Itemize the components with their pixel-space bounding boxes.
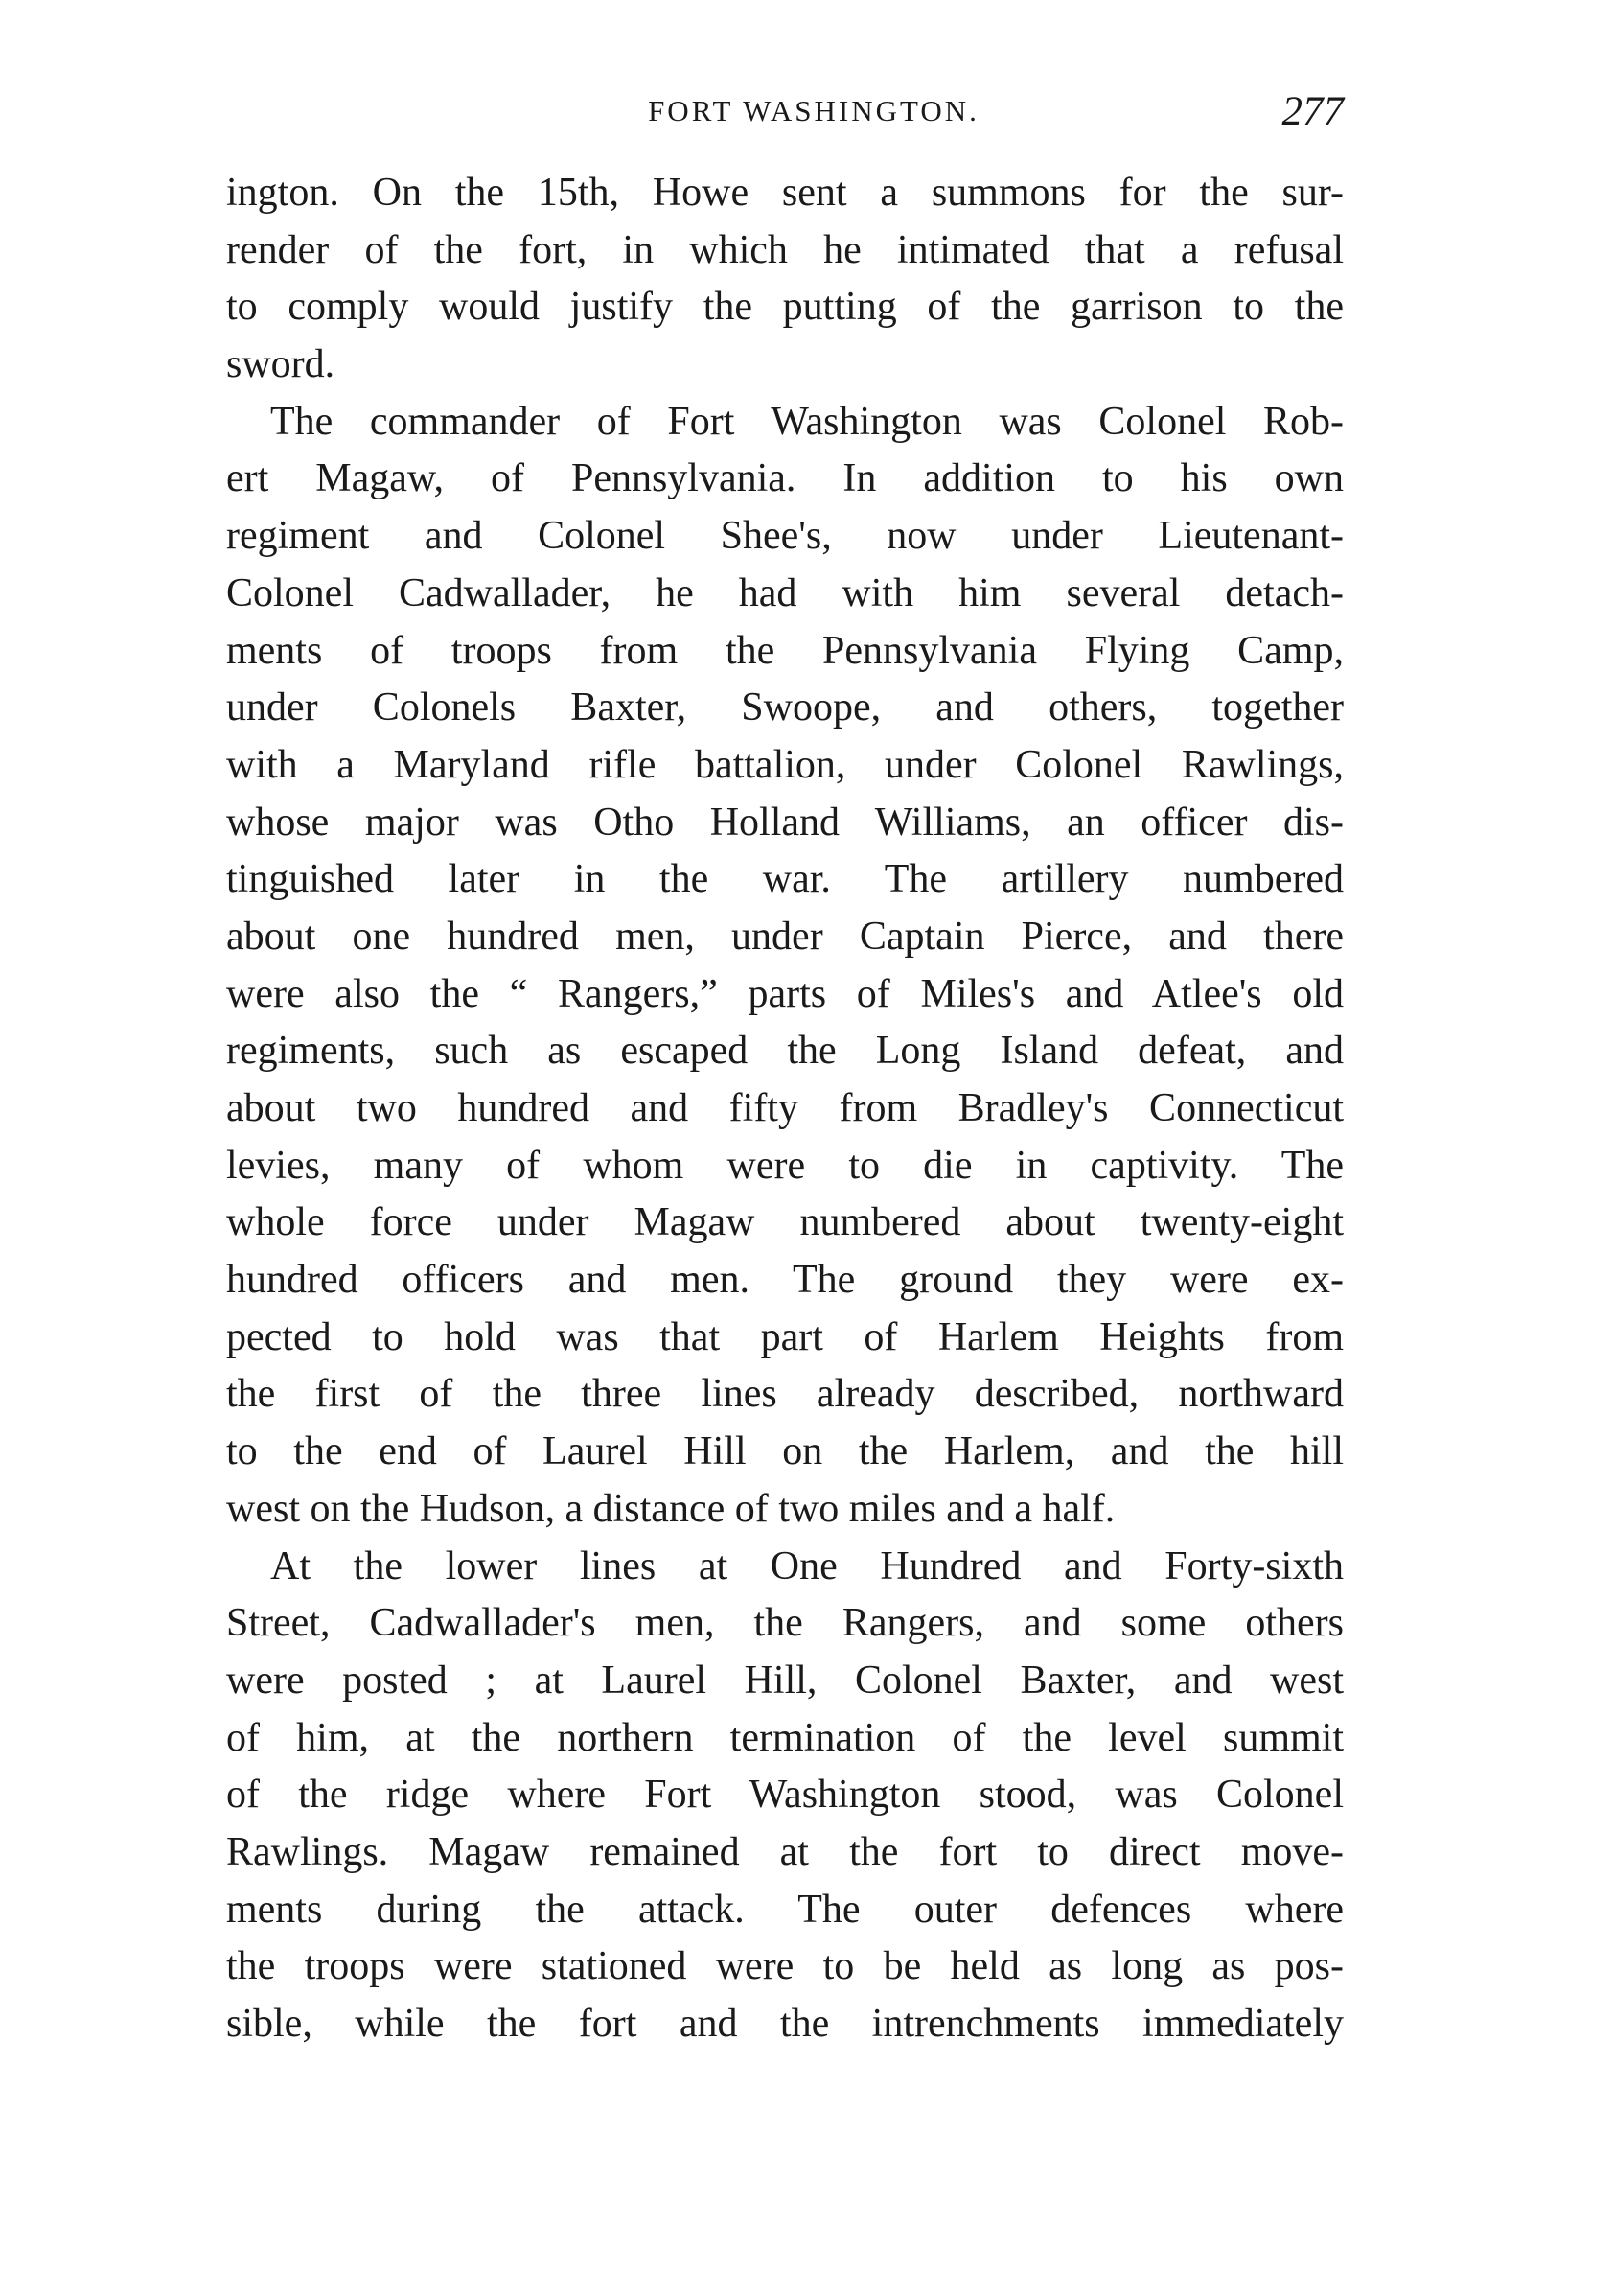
text-line: render of the fort, in which he intimated that a refusal	[226, 227, 1344, 272]
text-line: about two hundred and fifty from Bradley's Connecticut	[226, 1086, 1344, 1130]
text-line: ments during the attack. The outer defences where	[226, 1887, 1344, 1932]
text-line: ments of troops from the Pennsylvania Flying Camp,	[226, 628, 1344, 673]
text-line: pected to hold was that part of Harlem Heights from	[226, 1314, 1344, 1359]
text-line: were posted ; at Laurel Hill, Colonel Baxter, and west	[226, 1658, 1344, 1703]
paragraph-2	[226, 394, 1344, 1539]
text-line: The commander of Fort Washington was Colonel Rob-	[270, 399, 1344, 444]
text-line: regiments, such as escaped the Long Island defeat, and	[226, 1029, 1344, 1074]
text-line: sword.	[226, 342, 335, 387]
text-line: about one hundred men, under Captain Pierce, and there	[226, 914, 1344, 959]
text-line: tinguished later in the war. The artillery numbered	[226, 857, 1344, 902]
text-line: west on the Hudson, a distance of two miles and a half.	[226, 1486, 1116, 1531]
text-line: At the lower lines at One Hundred and Forty-sixth	[270, 1543, 1344, 1589]
text-line: Street, Cadwallader's men, the Rangers, and some others	[226, 1601, 1344, 1646]
text-line: sible, while the fort and the intrenchments immediately	[226, 2002, 1344, 2046]
body-text	[226, 165, 1344, 2053]
text-line: to comply would justify the putting of the garrison to the	[226, 285, 1344, 330]
text-line: whose major was Otho Holland Williams, an officer dis-	[226, 800, 1344, 845]
text-line: under Colonels Baxter, Swoope, and others, together	[226, 685, 1344, 731]
text-line: to the end of Laurel Hill on the Harlem, and the hill	[226, 1429, 1344, 1474]
running-head	[226, 88, 1344, 146]
text-line: with a Maryland rifle battalion, under Colonel Rawlings,	[226, 742, 1344, 787]
text-line: were also the “ Rangers,” parts of Miles's and Atlee's old	[226, 971, 1344, 1016]
text-line: hundred officers and men. The ground they were ex-	[226, 1258, 1344, 1303]
text-line: of the ridge where Fort Washington stood, was Colonel	[226, 1773, 1344, 1818]
text-line: ington. On the 15th, Howe sent a summons for the sur-	[226, 171, 1344, 215]
text-line: levies, many of whom were to die in captivity. The	[226, 1143, 1344, 1188]
text-line: regiment and Colonel Shee's, now under Lieutenant-	[226, 514, 1344, 559]
text-line: Rawlings. Magaw remained at the fort to direct move-	[226, 1829, 1344, 1874]
text-line: ert Magaw, of Pennsylvania. In addition to his own	[226, 456, 1344, 501]
text-line: whole force under Magaw numbered about twenty-eight	[226, 1200, 1344, 1245]
text-line: the troops were stationed were to be held as long as pos-	[226, 1944, 1344, 1989]
page-number: 277	[1281, 89, 1344, 134]
text-line: the first of the three lines already described, northward	[226, 1372, 1344, 1417]
paragraph-3	[226, 1539, 1344, 2053]
paragraph-1	[226, 165, 1344, 394]
text-line: Colonel Cadwallader, he had with him several detach-	[226, 570, 1344, 615]
text-line: of him, at the northern termination of the level summit	[226, 1715, 1344, 1760]
running-title: FORT WASHINGTON.	[648, 94, 980, 128]
